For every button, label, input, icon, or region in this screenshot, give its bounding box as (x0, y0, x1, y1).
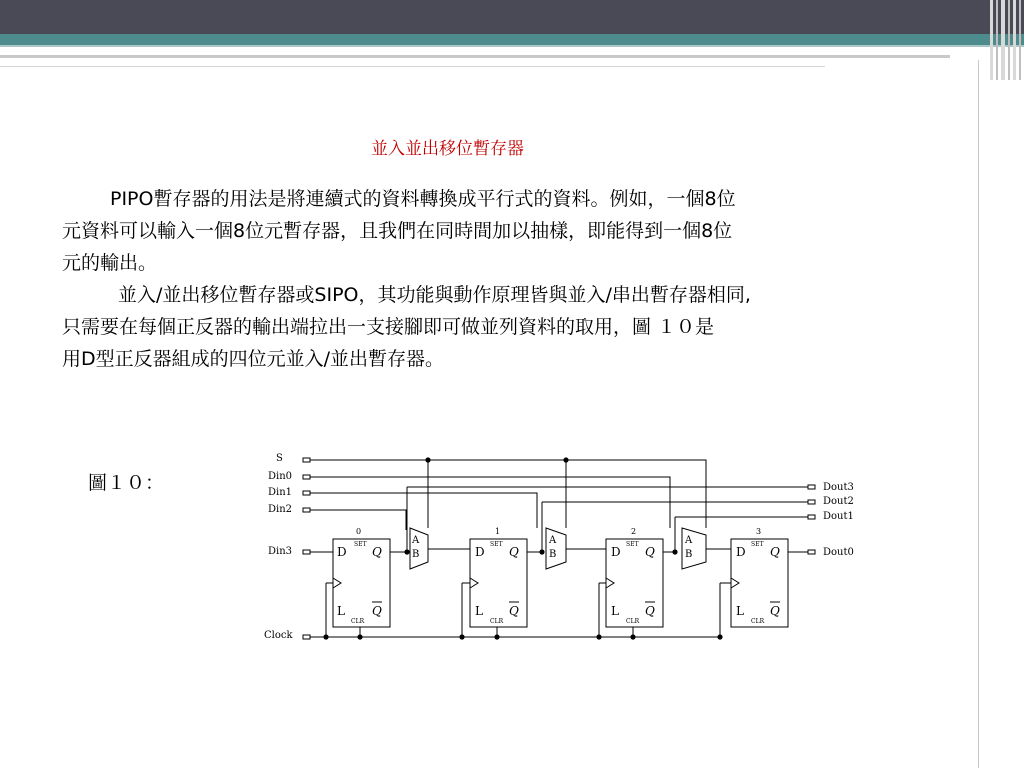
slide-title: 並入並出移位暫存器 (371, 139, 524, 159)
paragraph-1 (62, 183, 962, 279)
multiplexer-2 (682, 528, 706, 569)
paragraph-2-line-1: 並入/並出移位暫存器或SIPO，其功能與動作原理皆與並入/串出暫存器相同, (118, 284, 751, 306)
svg-text:L: L (475, 604, 483, 618)
svg-text:2: 2 (631, 527, 637, 536)
svg-text:CLR: CLR (751, 618, 765, 625)
output-label-dout2: Dout2 (823, 496, 854, 507)
svg-text:D: D (736, 545, 746, 559)
input-label-din2: Din2 (268, 504, 293, 515)
input-label-din1: Din1 (268, 487, 293, 498)
header-rule (0, 66, 825, 67)
svg-text:Q: Q (645, 545, 655, 559)
svg-text:D: D (475, 545, 485, 559)
svg-text:D: D (337, 545, 347, 559)
svg-text:A: A (685, 535, 693, 546)
output-label-dout0: Dout0 (823, 547, 854, 558)
paragraph-1-line-1: PIPO暫存器的用法是將連續式的資料轉換成平行式的資料。例如，一個8位 (110, 188, 736, 210)
svg-text:Q: Q (770, 604, 780, 618)
multiplexer-1 (546, 528, 566, 569)
paragraph-2-line-3: 用D型正反器組成的四位元並入/並出暫存器。 (62, 348, 445, 370)
svg-text:Q: Q (509, 604, 519, 618)
output-label-dout1: Dout1 (823, 511, 854, 522)
svg-text:SET: SET (354, 541, 367, 548)
svg-text:0: 0 (356, 527, 362, 536)
svg-text:CLR: CLR (626, 618, 640, 625)
svg-text:B: B (549, 549, 557, 560)
svg-text:Q: Q (372, 545, 382, 559)
header-decoration (990, 0, 1024, 80)
svg-text:A: A (549, 535, 557, 546)
paragraph-1-line-2: 元資料可以輸入一個8位元暫存器，且我們在同時間加以抽樣，即能得到一個8位 (62, 220, 733, 242)
side-rule (978, 60, 979, 768)
output-label-dout3: Dout3 (823, 482, 854, 493)
figure-label: 圖１０： (88, 472, 165, 494)
input-label-din3: Din3 (268, 546, 293, 557)
header-rule (0, 45, 1024, 47)
input-label-clock: Clock (264, 630, 293, 641)
svg-text:D: D (611, 545, 621, 559)
header-teal-band (0, 34, 1024, 45)
multiplexer-0 (410, 528, 428, 569)
svg-text:3: 3 (756, 527, 762, 536)
svg-text:CLR: CLR (351, 618, 365, 625)
header-dark-band (0, 0, 1024, 34)
input-label-din0: Din0 (268, 471, 293, 482)
svg-text:L: L (611, 604, 619, 618)
svg-text:Q: Q (645, 604, 655, 618)
input-label-s: S (276, 453, 283, 464)
header-rule (0, 55, 950, 58)
flip-flop-3 (731, 527, 788, 627)
svg-text:Q: Q (372, 604, 382, 618)
svg-text:B: B (412, 549, 420, 560)
svg-text:CLR: CLR (490, 618, 504, 625)
svg-text:A: A (412, 535, 420, 546)
svg-text:L: L (337, 604, 345, 618)
svg-text:B: B (685, 549, 693, 560)
svg-text:1: 1 (495, 527, 501, 536)
svg-text:L: L (736, 604, 744, 618)
paragraph-2 (62, 279, 962, 375)
svg-text:Q: Q (509, 545, 519, 559)
flip-flop-0 (333, 527, 390, 627)
flip-flop-2 (606, 527, 663, 627)
svg-text:SET: SET (626, 541, 639, 548)
flip-flop-1 (470, 527, 527, 627)
svg-text:SET: SET (490, 541, 503, 548)
svg-text:SET: SET (751, 541, 764, 548)
paragraph-1-line-3: 元的輸出。 (62, 252, 158, 274)
circuit-diagram (250, 445, 870, 650)
paragraph-2-line-2a: 只需要在每個正反器的輸出端拉出一支接 (62, 316, 405, 338)
svg-text:Q: Q (770, 545, 780, 559)
paragraph-2-line-2b: 腳即可做並列資料的取用，圖 １０是 (404, 316, 715, 338)
